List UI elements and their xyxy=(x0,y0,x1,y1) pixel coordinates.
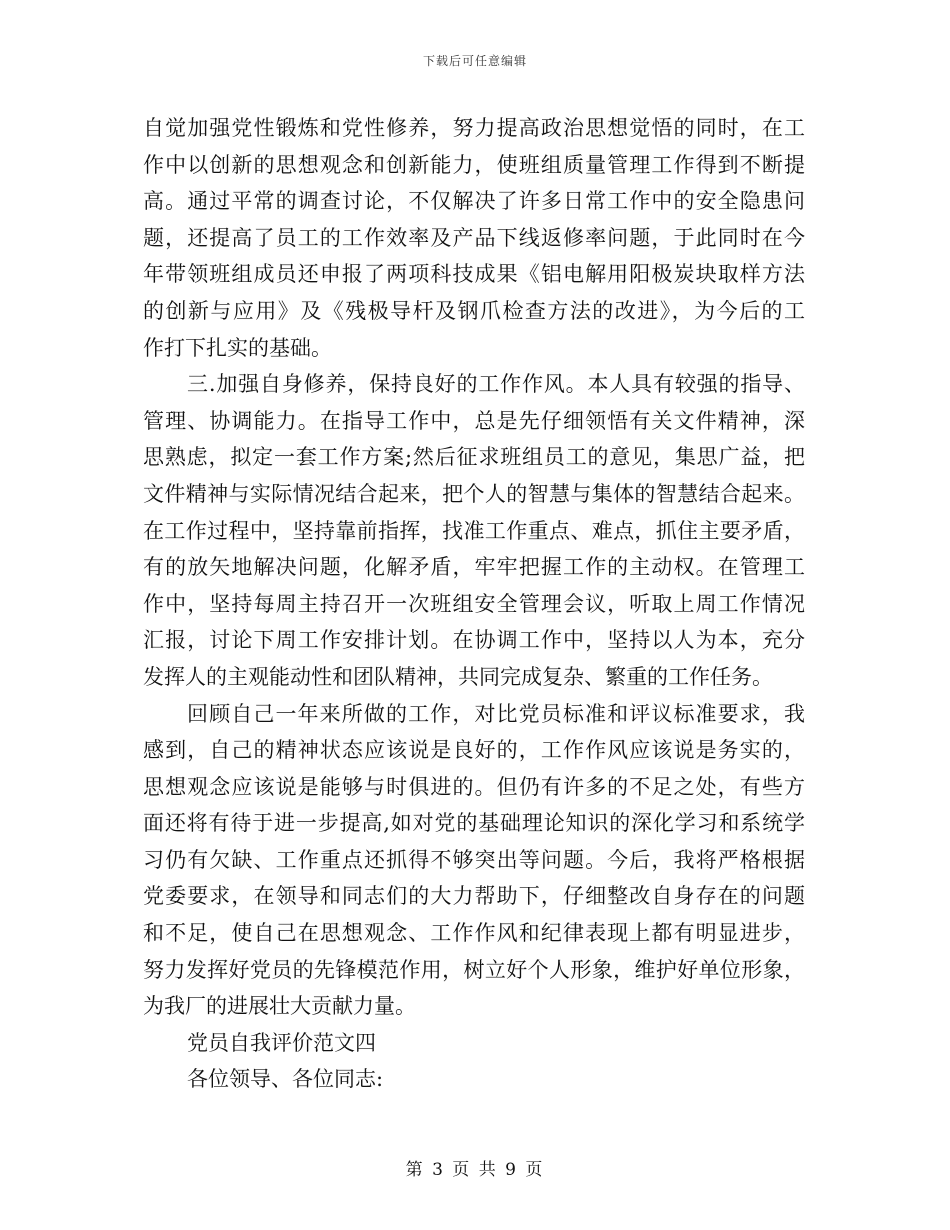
text-line: 高。通过平常的调查讨论，不仅解决了许多日常工作中的安全隐患问 xyxy=(143,189,805,214)
text-line: 党员自我评价范文四 xyxy=(187,1030,376,1055)
text-line: 各位领导、各位同志: xyxy=(187,1067,384,1092)
text-line: 习仍有欠缺、工作重点还抓得不够突出等问题。今后，我将严格根据 xyxy=(143,847,805,872)
text-line: 回顾自己一年来所做的工作，对比党员标准和评议标准要求，我 xyxy=(187,701,805,726)
page-footer: 第 3 页 共 9 页 xyxy=(405,1160,545,1180)
text-line: 党委要求，在领导和同志们的大力帮助下，仔细整改自身存在的问题 xyxy=(143,884,805,909)
text-line: 思想观念应该说是能够与时俱进的。但仍有许多的不足之处，有些方 xyxy=(143,774,805,799)
text-line: 作打下扎实的基础。 xyxy=(143,335,332,360)
text-line: 汇报，讨论下周工作安排计划。在协调工作中，坚持以人为本，充分 xyxy=(143,628,805,653)
text-line: 题，还提高了员工的工作效率及产品下线返修率问题，于此同时在今 xyxy=(143,225,805,250)
text-line: 文件精神与实际情况结合起来，把个人的智慧与集体的智慧结合起来。 xyxy=(143,481,805,506)
text-line: 管理、协调能力。在指导工作中，总是先仔细领悟有关文件精神，深 xyxy=(143,408,805,433)
text-line: 三.加强自身修养，保持良好的工作作风。本人具有较强的指导、 xyxy=(187,372,805,397)
text-line: 为我厂的进展壮大贡献力量。 xyxy=(143,994,416,1019)
text-line: 和不足，使自己在思想观念、工作作风和纪律表现上都有明显进步， xyxy=(143,921,805,946)
text-line: 发挥人的主观能动性和团队精神，共同完成复杂、繁重的工作任务。 xyxy=(143,664,773,689)
page-header: 下载后可任意编辑 xyxy=(422,54,527,68)
document-body xyxy=(143,110,805,1098)
text-line: 年带领班组成员还申报了两项科技成果《铝电解用阳极炭块取样方法 xyxy=(143,262,805,287)
text-line: 自觉加强党性锻炼和党性修养，努力提高政治思想觉悟的同时，在工 xyxy=(143,116,805,140)
text-line: 感到，自己的精神状态应该说是良好的，工作作风应该说是务实的， xyxy=(143,738,805,763)
text-line: 努力发挥好党员的先锋模范作用，树立好个人形象，维护好单位形象， xyxy=(143,957,805,982)
text-line: 作中以创新的思想观念和创新能力，使班组质量管理工作得到不断提 xyxy=(143,152,805,177)
text-line: 面还将有待于进一步提高,如对党的基础理论知识的深化学习和系统学 xyxy=(143,811,805,836)
text-line: 在工作过程中，坚持靠前指挥，找准工作重点、难点，抓住主要矛盾， xyxy=(143,518,805,543)
text-line: 的创新与应用》及《残极导杆及钢爪检查方法的改进》，为今后的工 xyxy=(143,298,805,323)
text-line: 作中，坚持每周主持召开一次班组安全管理会议，听取上周工作情况 xyxy=(143,591,805,616)
text-line: 有的放矢地解决问题，化解矛盾，牢牢把握工作的主动权。在管理工 xyxy=(143,555,805,580)
text-line: 思熟虑，拟定一套工作方案;然后征求班组员工的意见，集思广益，把 xyxy=(143,445,805,470)
